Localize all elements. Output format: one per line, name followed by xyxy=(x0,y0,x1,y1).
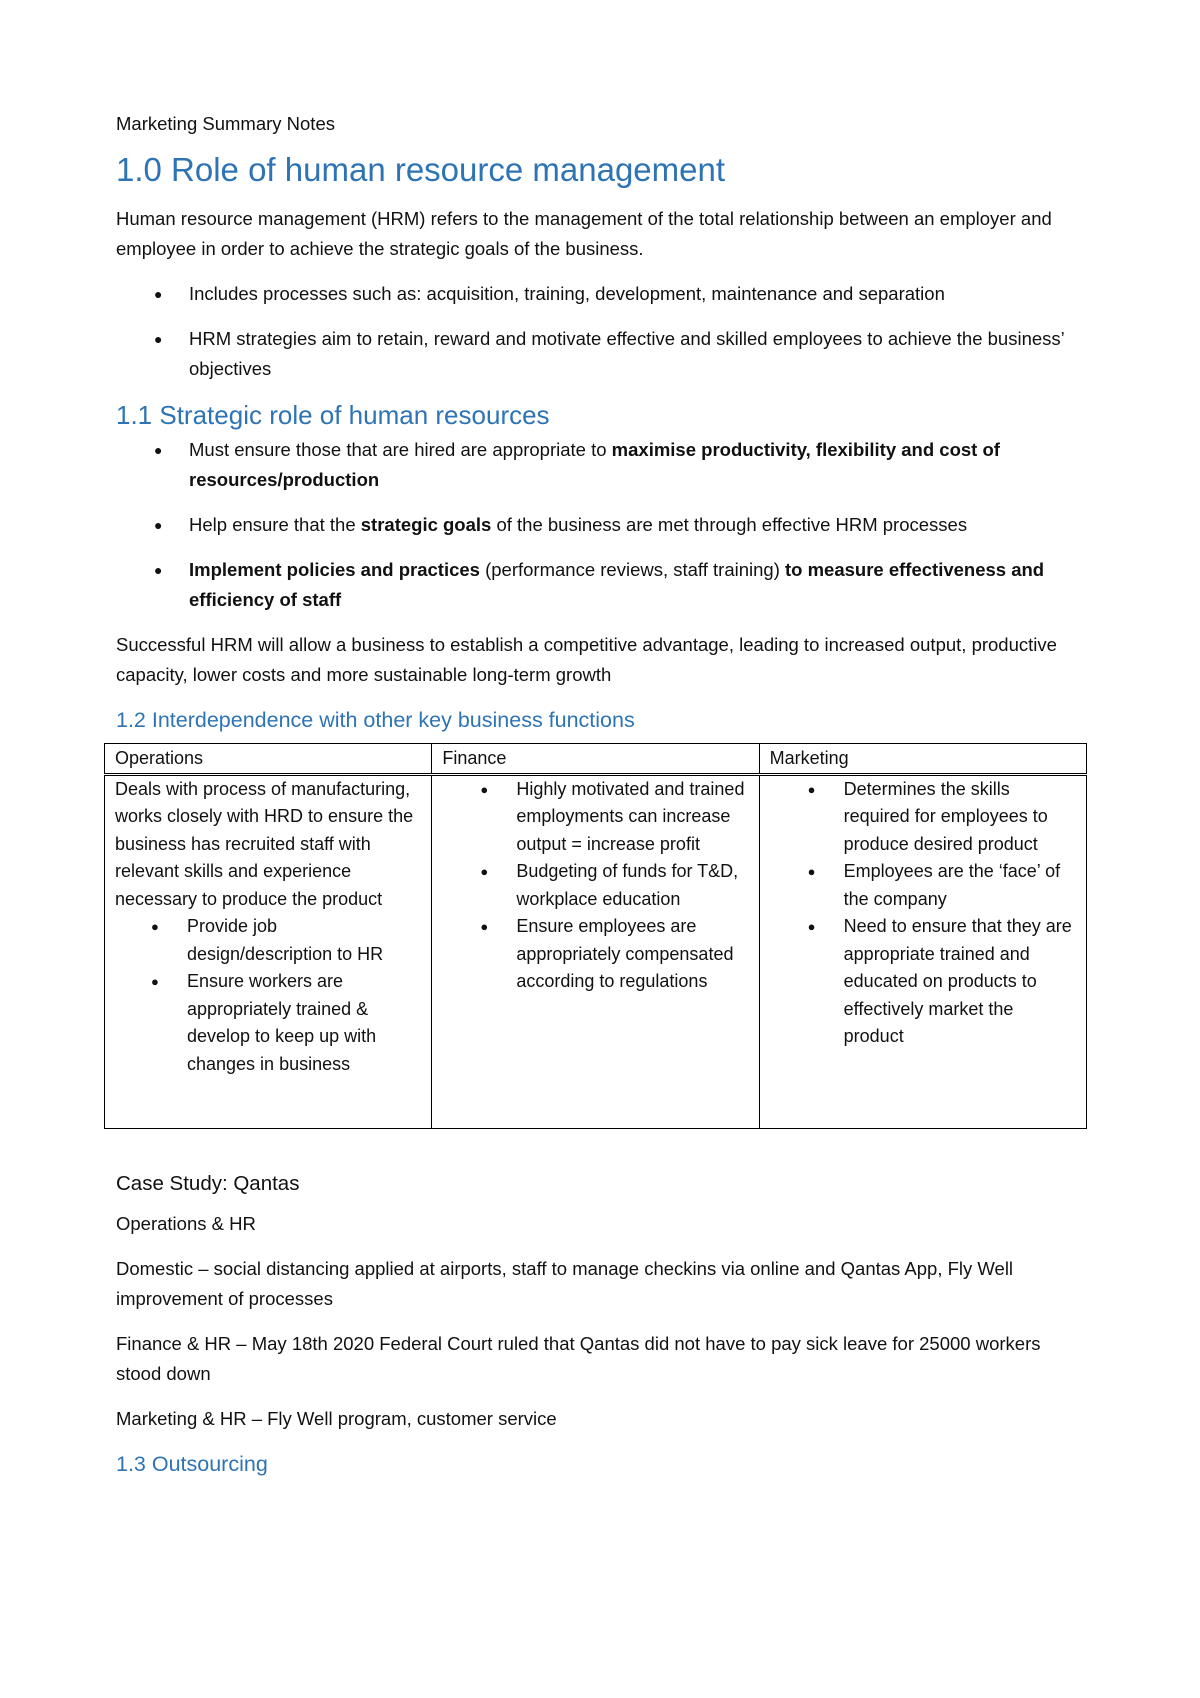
list-item xyxy=(770,858,1076,913)
list-item xyxy=(442,913,748,996)
list-item xyxy=(116,435,1084,495)
list-item-text: (performance reviews, staff training) xyxy=(485,559,785,580)
list-item-text: Ensure workers are appropriately trained & develop to keep up with changes in business xyxy=(187,971,377,1074)
marketing-bullet-list xyxy=(770,776,1076,1051)
finance-cell xyxy=(432,774,759,1128)
case-study-paragraph: Marketing & HR – Fly Well program, customer service xyxy=(116,1407,557,1429)
list-item xyxy=(116,510,1084,540)
operations-cell xyxy=(105,774,432,1128)
list-item-text: Highly motivated and trained employments can increase output = increase profit xyxy=(516,778,745,854)
hrm-bullet-list xyxy=(116,279,1084,384)
bullet-icon: ● xyxy=(807,919,816,934)
list-item xyxy=(442,858,748,913)
heading-1-3: 1.3 Outsourcing xyxy=(116,1451,268,1476)
table-row xyxy=(105,774,1087,1128)
heading-1-0: 1.0 Role of human resource management xyxy=(116,151,726,188)
finance-bullet-list xyxy=(442,776,748,996)
list-item-bold-text: maximise productivity, flexibility and cost of resources/production xyxy=(189,439,1000,490)
list-item-text: of the business are met through effective HRM processes xyxy=(496,514,968,535)
marketing-cell xyxy=(759,774,1086,1128)
list-item-text: Includes processes such as: acquisition, training, development, maintenance and separation xyxy=(189,283,945,304)
hrm-summary: Successful HRM will allow a business to establish a competitive advantage, leading to increased output, productive capacity, lower costs and more sustainable long-term growth xyxy=(116,634,1057,685)
bullet-icon: ● xyxy=(480,781,489,797)
bullet-icon: ● xyxy=(480,919,489,934)
list-item xyxy=(116,555,1084,615)
heading-1-2: 1.2 Interdependence with other key business functions xyxy=(116,708,635,732)
list-item-bold-text: to measure effectiveness and efficiency of staff xyxy=(189,559,1045,610)
bullet-icon: ● xyxy=(154,562,163,578)
list-item xyxy=(116,279,1084,309)
bullet-icon: ● xyxy=(151,974,159,989)
list-item-text: HRM strategies aim to retain, reward and motivate effective and skilled employees to achieve the business’ objectives xyxy=(189,328,1065,379)
bullet-icon: ● xyxy=(154,517,163,533)
case-study-heading: Case Study: Qantas xyxy=(116,1171,300,1195)
operations-description: Deals with process of manufacturing, works closely with HRD to ensure the business has recruited staff with relevant skills and experience necessary to produce the product xyxy=(115,778,414,909)
list-item-text: Determines the skills required for employees to produce desired product xyxy=(843,778,1048,854)
bullet-icon: ● xyxy=(151,919,159,934)
table-header-row xyxy=(105,744,1087,775)
bullet-icon: ● xyxy=(154,442,163,458)
hrm-definition: Human resource management (HRM) refers to the management of the total relationship between an employer and employee in order to achieve the strategic goals of the business. xyxy=(116,208,1052,259)
list-item-text: Employees are the ‘face’ of the company xyxy=(843,861,1061,909)
list-item xyxy=(115,968,421,1078)
column-header-operations: Operations xyxy=(105,744,432,775)
list-item-text: Must ensure those that are hired are appropriate to xyxy=(189,439,612,460)
heading-1-1: 1.1 Strategic role of human resources xyxy=(116,400,550,430)
bullet-icon: ● xyxy=(154,331,163,347)
strategic-role-list xyxy=(116,435,1084,615)
list-item-bold-text: strategic goals xyxy=(360,514,497,535)
interdependence-table xyxy=(104,743,1087,1129)
list-item-bold-text: Implement policies and practices xyxy=(189,559,486,580)
column-header-finance: Finance xyxy=(432,744,759,775)
case-study-subheading: Operations & HR xyxy=(116,1212,256,1234)
list-item-text: Help ensure that the xyxy=(189,514,361,535)
list-item-text: Budgeting of funds for T&D, workplace education xyxy=(516,861,739,909)
document-title: Marketing Summary Notes xyxy=(116,113,335,134)
list-item-text: Need to ensure that they are appropriate trained and educated on products to effectively market the product xyxy=(843,916,1072,1046)
case-study-paragraph: Finance & HR – May 18th 2020 Federal Court ruled that Qantas did not have to pay sick leave for 25000 workers stood down xyxy=(116,1332,1041,1384)
bullet-icon: ● xyxy=(480,864,489,879)
bullet-icon: ● xyxy=(807,781,816,797)
list-item xyxy=(116,324,1084,384)
list-item xyxy=(770,913,1076,1051)
list-item-text: Ensure employees are appropriately compensated according to regulations xyxy=(516,916,734,991)
case-study-paragraph: Domestic – social distancing applied at airports, staff to manage checkins via online and Qantas App, Fly Well improvement of processes xyxy=(116,1257,1014,1309)
operations-bullet-list xyxy=(115,913,421,1078)
list-item xyxy=(115,913,421,968)
column-header-marketing: Marketing xyxy=(759,744,1086,775)
list-item xyxy=(770,776,1076,859)
document-page xyxy=(116,112,1084,1487)
list-item-text: Provide job design/description to HR xyxy=(187,916,384,964)
list-item xyxy=(442,776,748,859)
bullet-icon: ● xyxy=(154,286,163,302)
bullet-icon: ● xyxy=(807,864,816,879)
